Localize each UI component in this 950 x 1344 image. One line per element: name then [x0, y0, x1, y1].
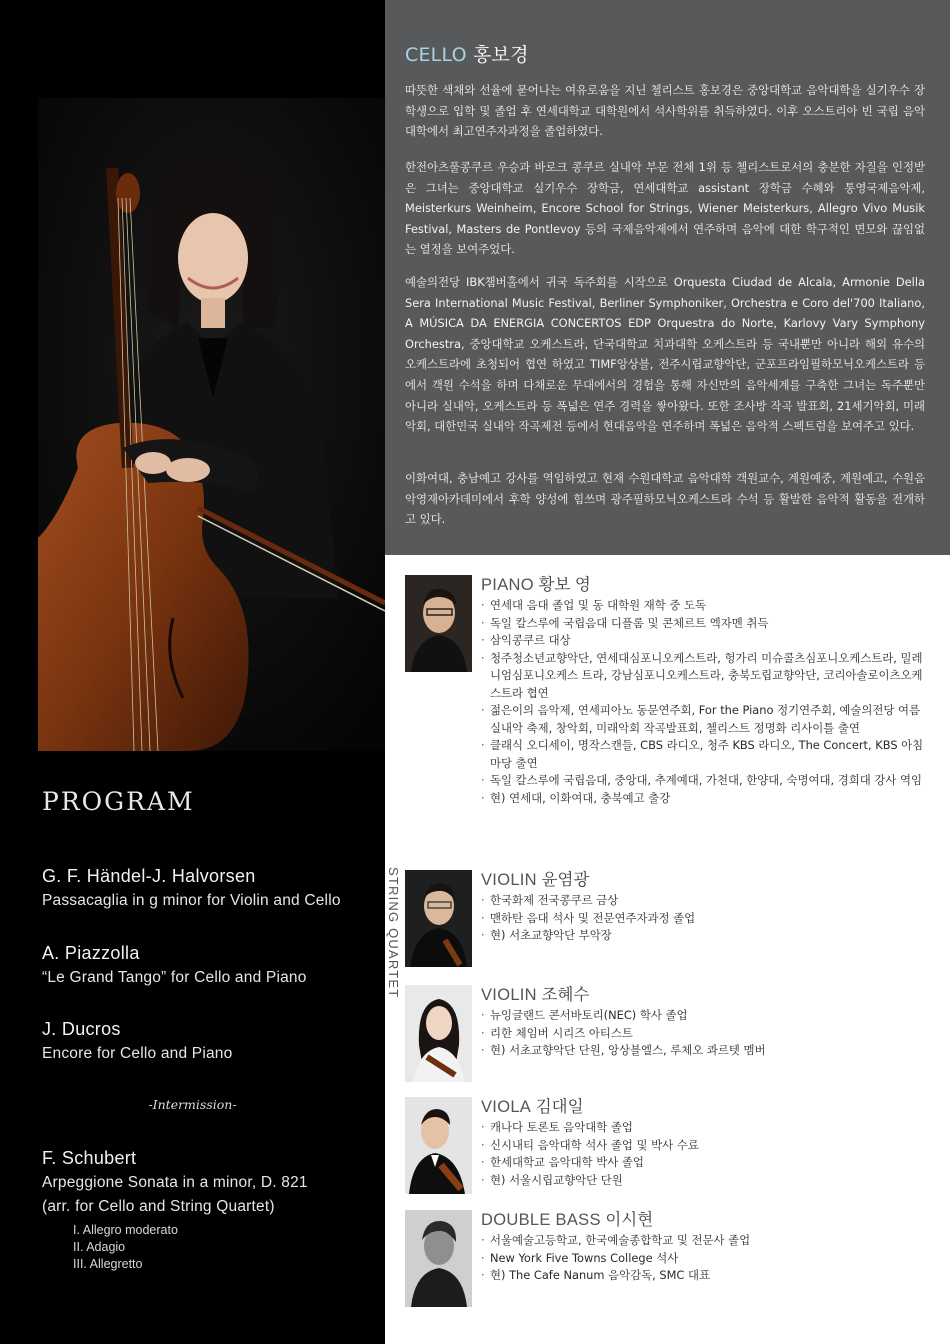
- career-item: · 맨하탄 음대 석사 및 전문연주자과정 졸업: [481, 910, 926, 928]
- career-item: · 신시내티 음악대학 석사 졸업 및 박사 수료: [481, 1137, 926, 1155]
- member-role: VIOLIN: [481, 871, 537, 889]
- work-title: Encore for Cello and Piano: [42, 1045, 233, 1062]
- bio-paragraph: 이화여대, 충남예고 강사를 역임하였고 현재 수원대학교 음악대학 객원교수, 계원예중, 계원예고, 수원음악영재아카데미에서 후학 양성에 힘쓰며 광주필하모닉오케스트라 수석 등 활발한 음악적 활동을 전개하고 있다.: [405, 471, 925, 527]
- member-info: [481, 1097, 926, 1189]
- career-item: · 캐나다 토론토 음악대학 졸업: [481, 1119, 926, 1137]
- member-photo: [405, 575, 472, 672]
- composer: A. Piazzolla: [42, 943, 140, 963]
- career-item: · 삼익콩쿠르 대상: [481, 632, 926, 650]
- member-photo: [405, 1097, 472, 1194]
- movement: II. Adagio: [73, 1240, 126, 1254]
- member-name: 이시현: [605, 1211, 654, 1229]
- composer: J. Ducros: [42, 1019, 121, 1039]
- member-name: 조혜수: [541, 986, 590, 1004]
- performer-name: 홍보경: [472, 44, 529, 66]
- member-role: PIANO: [481, 576, 534, 594]
- career-item: · 서울예술고등학교, 한국예술종합학교 및 전문사 졸업: [481, 1232, 926, 1250]
- career-item: · 현) 서울시립교향악단 단원: [481, 1172, 926, 1190]
- career-item: · 현) 서초교향악단 부악장: [481, 927, 926, 945]
- program-piece-4: [42, 1146, 308, 1273]
- career-item: · 연세대 음대 졸업 및 동 대학원 재학 중 도독: [481, 597, 926, 615]
- member-photo: [405, 870, 472, 967]
- bio-heading: [405, 40, 529, 67]
- career-item: · 젊은이의 음악제, 연세피아노 동문연주회, For the Piano 정기연주회, 예술의전당 여름 실내악 축제, 창악회, 미래악회 작곡발표회, 첼리스트 정명화 리사이틀 출연: [481, 702, 926, 737]
- career-item: · 현) The Cafe Nanum 음악감독, SMC 대표: [481, 1267, 926, 1285]
- career-item: · 리한 체임버 시리즈 아티스트: [481, 1025, 926, 1043]
- career-item: · 독일 칼스루에 국립음대 디플롬 및 콘체르트 엑자멘 취득: [481, 615, 926, 633]
- bio-paragraph: 예술의전당 IBK챔버홀에서 귀국 독주회를 시작으로 Orquesta Ciudad de Alcala, Armonie Della Sera International Music Festival, Berliner Symphoniker, Orchestra e Coro del'700 Italiano, A MÚSICA DA ENERGIA CONCERTOS EDP Orquestra do Norte, Karlovy Vary Symphony Orchestra, 중앙대학교 오케스트라, 단국대학교 치과대학 오케스트라 등 국내뿐만 아니라 해외 유수의 오케스트라에 초청되어 협연 하였고 TIMF앙상블, 전주시립교향악단, 군포프라임필하모닉오케스트라 등에서 객원 수석을 하며 다채로운 무대에서의 경험을 통해 자신만의 음악세계를 구축한 그녀는 독주뿐만 아니라 실내악, 오케스트라 등 폭넓은 연주 경력을 쌓아왔다. 또한 조사방 작곡 발표회, 21세기악회, 미래악회, 대한민국 실내악 작곡제전 등에서 현대음악을 연주하며 폭넓은 음악적 스펙트럼을 보여주고 있다.: [405, 275, 925, 434]
- program-piece-3: [42, 1017, 232, 1066]
- movement: I. Allegro moderato: [73, 1223, 178, 1237]
- member-info: [481, 1210, 926, 1285]
- member-name: 김대일: [535, 1098, 584, 1116]
- member-role: VIOLA: [481, 1098, 532, 1116]
- member-role: VIOLIN: [481, 986, 537, 1004]
- left-column: [0, 0, 385, 1344]
- work-title: Arpeggione Sonata in a minor, D. 821: [42, 1174, 308, 1191]
- career-item: · 한세대학교 음악대학 박사 졸업: [481, 1154, 926, 1172]
- member-info: [481, 985, 926, 1060]
- career-item: · 청주청소년교향악단, 연세대심포니오케스트라, 헝가리 미슈콜츠심포니오케스트라, 밀레니엄심포니오케스 트라, 강남심포니오케스트라, 충북도립교향악단, 코리아솔로이츠오케스트라 협연: [481, 650, 926, 703]
- career-item: · 클래식 오디세이, 명작스캔들, CBS 라디오, 청주 KBS 라디오, The Concert, KBS 아침마당 출연: [481, 737, 926, 772]
- career-item: · 현) 연세대, 이화여대, 충북예고 출강: [481, 790, 926, 808]
- cellist-bio: [385, 0, 950, 555]
- career-item: · 현) 서초교향악단 단원, 앙상블엘스, 루체오 콰르텟 멤버: [481, 1042, 926, 1060]
- career-item: · New York Five Towns College 석사: [481, 1250, 926, 1268]
- composer: G. F. Händel-J. Halvorsen: [42, 866, 256, 886]
- member-info: [481, 575, 926, 807]
- movement: III. Allegretto: [73, 1257, 143, 1271]
- program-piece-1: [42, 864, 341, 913]
- instrument-label: CELLO: [405, 44, 467, 66]
- program-title: PROGRAM: [42, 787, 195, 816]
- member-photo: [405, 985, 472, 1082]
- member-name: 윤염광: [541, 871, 590, 889]
- bio-paragraph: 한전아츠풀콩쿠르 우승과 바로크 콩쿠르 실내악 부문 전체 1위 등 첼리스트로서의 충분한 자질을 인정받은 그녀는 중앙대학교 실기우수 장학금, 연세대학교 assistant 장학금 수혜와 통영국제음악제, Meisterkurs Weinheim, Encore School for Strings, Wiener Meisterkurs, Allegro Vivo Musik Festival, Masters de Pontlevoy 등의 국제음악제에서 연주하며 음악에 대한 학구적인 면모와 끊임없는 열정을 보여주었다.: [405, 160, 925, 257]
- work-subtitle: (arr. for Cello and String Quartet): [42, 1198, 275, 1215]
- career-item: · 한국화제 전국콩쿠르 금상: [481, 892, 926, 910]
- bio-paragraph: 따뜻한 색채와 선율에 묻어나는 여유로움을 지닌 첼리스트 홍보경은 중앙대학교 음악대학을 실기우수 장학생으로 입학 및 졸업 후 연세대학교 대학원에서 석사학위를 취득하였다. 이후 오스트리아 빈 국립 음악대학에서 최고연주자과정을 졸업하였다.: [405, 83, 925, 139]
- member-photo: [405, 1210, 472, 1307]
- work-title: Passacaglia in g minor for Violin and Cello: [42, 892, 341, 909]
- member-name: 황보 영: [538, 576, 591, 594]
- member-info: [481, 870, 926, 945]
- composer: F. Schubert: [42, 1148, 137, 1168]
- intermission-label: -Intermission-: [148, 1097, 237, 1112]
- string-quartet-label: STRING QUARTET: [386, 867, 401, 999]
- career-item: · 뉴잉글랜드 콘서바토리(NEC) 학사 졸업: [481, 1007, 926, 1025]
- program-piece-2: [42, 941, 307, 990]
- work-title: “Le Grand Tango” for Cello and Piano: [42, 969, 307, 986]
- career-item: · 독일 칼스루에 국립음대, 중앙대, 추계예대, 가천대, 한양대, 숙명여대, 경희대 강사 역임: [481, 772, 926, 790]
- member-role: DOUBLE BASS: [481, 1211, 601, 1229]
- cellist-photo: [38, 98, 385, 751]
